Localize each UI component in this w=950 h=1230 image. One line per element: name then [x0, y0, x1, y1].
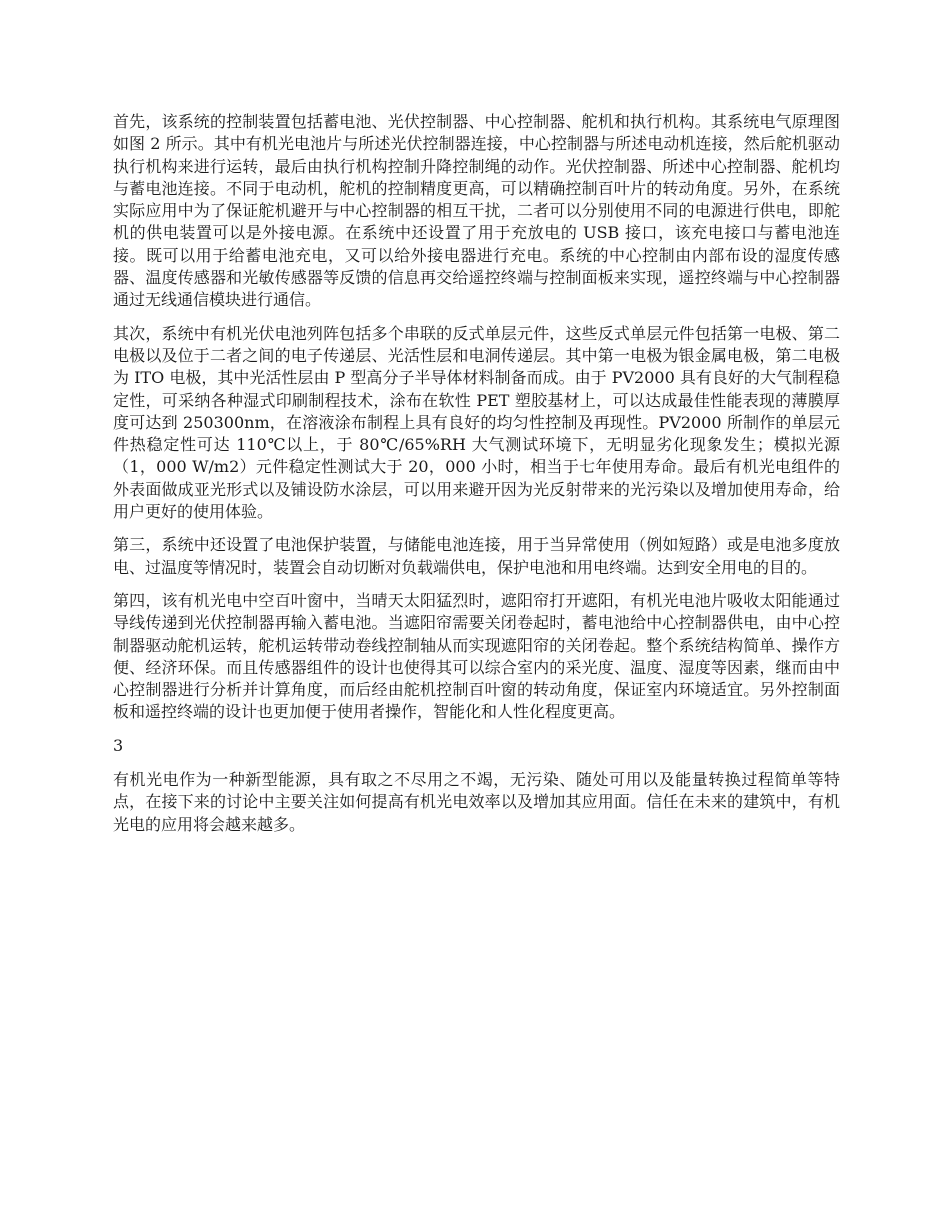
- paragraph-conclusion: 有机光电作为一种新型能源，具有取之不尽用之不竭，无污染、随处可用以及能量转换过程简单等特点，在接下来的讨论中主要关注如何提高有机光电效率以及增加其应用面。信任在未来的建筑中，有机光电的应用将会越来越多。: [113, 770, 840, 834]
- paragraph-pv-array: 其次，系统中有机光伏电池列阵包括多个串联的反式单层元件，这些反式单层元件包括第一电极、第二电极以及位于二者之间的电子传递层、光活性层和电洞传递层。其中第一电极为银金属电极，第二电极为 ITO 电极，其中光活性层由 P 型高分子半导体材料制备而成。由于 PV2000 具有良好的大气制程稳定性，可采纳各种湿式印刷制程技术，涂布在软性 PET 塑胶基材上，可以达成最佳性能表现的薄膜厚度可达到 250300nm，在溶液涂布制程上具有良好的均匀性控制及再现性。PV2000 所制作的单层元件热稳定性可达 110℃以上，于 80℃/65%RH 大气测试环境下，无明显劣化现象发生；模拟光源（1，000 W/m2）元件稳定性测试大于 20，000 小时，相当于七年使用寿命。最后有机光电组件的外表面做成亚光形式以及铺设防水涂层，可以用来避开因为光反射带来的光污染以及增加使用寿命，给用户更好的使用体验。: [113, 323, 840, 522]
- paragraph-control-system: 首先，该系统的控制装置包括蓄电池、光伏控制器、中心控制器、舵机和执行机构。其系统电气原理图如图 2 所示。其中有机光电池片与所述光伏控制器连接，中心控制器与所述电动机连接，然后舵机驱动执行机构来进行运转，最后由执行机构控制升降控制绳的动作。光伏控制器、所述中心控制器、舵机均与蓄电池连接。不同于电动机，舵机的控制精度更高，可以精确控制百叶片的转动角度。另外，在系统实际应用中为了保证舵机避开与中心控制器的相互干扰，二者可以分别使用不同的电源进行供电，即舵机的供电装置可以是外接电源。在系统中还设置了用于充放电的 USB 接口，该充电接口与蓄电池连接。既可以用于给蓄电池充电，又可以给外接电器进行充电。系统的中心控制由内部布设的湿度传感器、温度传感器和光敏传感器等反馈的信息再交给遥控终端与控制面板来实现，遥控终端与中心控制器通过无线通信模块进行通信。: [113, 112, 840, 310]
- paragraph-battery-protection: 第三，系统中还设置了电池保护装置，与储能电池连接，用于当异常使用（例如短路）或是电池多度放电、过温度等情况时，装置会自动切断对负载端供电，保护电池和用电终端。达到安全用电的目的。: [113, 535, 840, 577]
- paragraph-blind-operation: 第四，该有机光电中空百叶窗中，当晴天太阳猛烈时，遮阳帘打开遮阳，有机光电池片吸收太阳能通过导线传递到光伏控制器再输入蓄电池。当遮阳帘需要关闭卷起时，蓄电池给中心控制器供电，由中心控制器驱动舵机运转，舵机运转带动卷线控制轴从而实现遮阳帘的关闭卷起。整个系统结构简单、操作方便、经济环保。而且传感器组件的设计也使得其可以综合室内的采光度、温度、湿度等因素，继而由中心控制器进行分析并计算角度，而后经由舵机控制百叶窗的转动角度，保证室内环境适宜。另外控制面板和遥控终端的设计也更加便于使用者操作，智能化和人性化程度更高。: [113, 590, 840, 722]
- document-body: [113, 111, 840, 847]
- section-number: 3: [113, 735, 124, 755]
